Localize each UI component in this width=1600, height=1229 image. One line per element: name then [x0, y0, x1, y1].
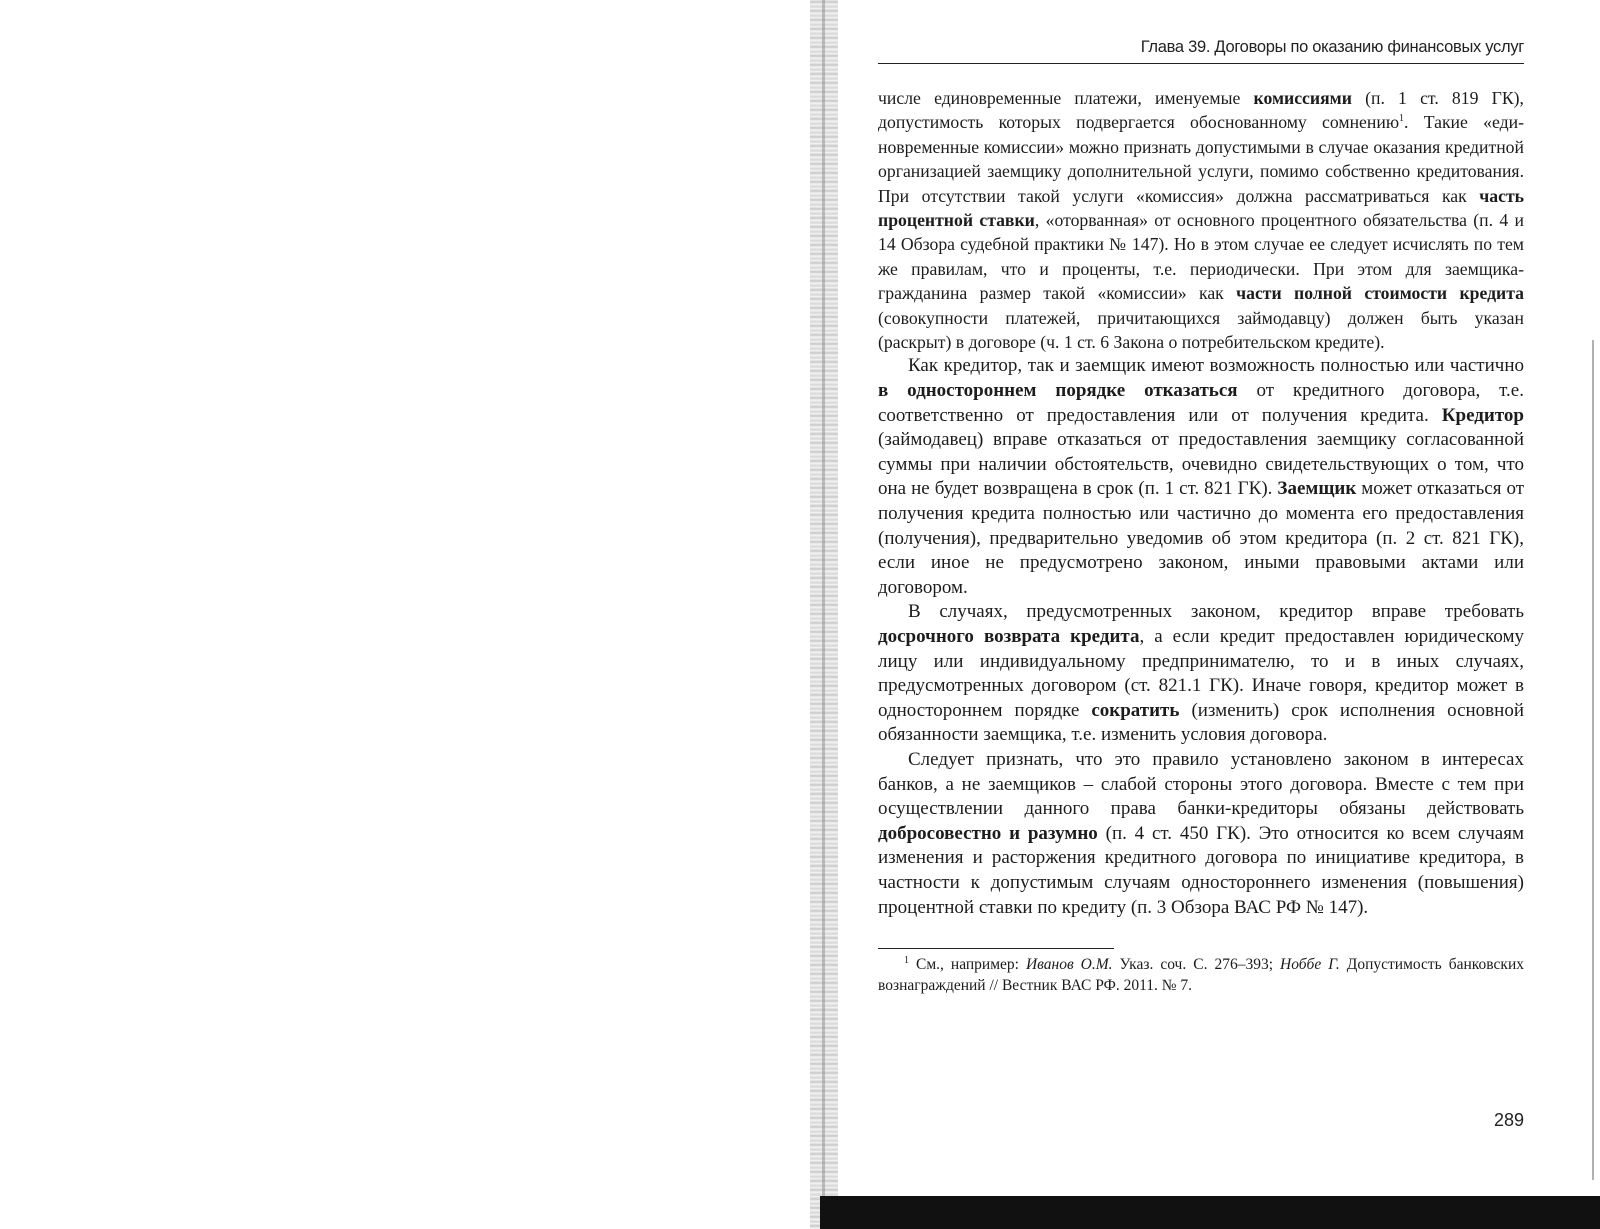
text-run: . Такие «единовременные комиссии» можно признать допустимыми в случае оказания кредитной организацией заемщику дополнительной услуги, помимо собственно кредитования. При отсутствии такой услуги «комиссия» должна рассматриваться как — [878, 112, 1524, 206]
text-run: В случаях, предусмотренных законом, кредитор вправе требовать — [908, 601, 1524, 623]
text-run: , а если кредит предоставлен юридическому лицу или индивидуальному предпринимателю, то и в иных случаях, предусмотренных договором (ст. 821.1 ГК). Иначе говоря, кредитор может в одностороннем порядке — [878, 626, 1524, 721]
bold-term: добросовестно и разумно — [878, 822, 1098, 844]
page-right-edge — [1592, 340, 1594, 1180]
footnote — [878, 954, 1524, 996]
paragraph-1 — [878, 86, 1524, 354]
footnote-marker: 1 — [1399, 113, 1405, 125]
italic-author: Иванов О.М. — [1025, 956, 1113, 974]
body-text — [878, 86, 1524, 920]
text-run: может отказаться от получения кредита полностью или частично до момента его предоставления (получения), предварительно уведомив об этом кредитора (п. 2 ст. 821 ГК), если иное не предусмотрено законом, иными правовыми актами или договором. — [878, 478, 1524, 598]
running-head: Глава 39. Договоры по оказанию финансовых услуг — [878, 38, 1524, 64]
text-run: (п. 4 ст. 450 ГК). Это относится ко всем случаям изменения и расторжения кредитного договора по инициативе кредитора, в частности к допустимым случаям одностороннего изменения (повышения) процентной ставки по кредиту (п. 3 Обзора ВАС РФ № 147). — [878, 822, 1524, 918]
bold-term: досрочного возврата кредита — [878, 626, 1140, 647]
book-spine-edge — [822, 0, 825, 1229]
bold-term: Кредитор — [1441, 404, 1524, 426]
text-run: , «оторванная» от основного процентного обязательства (п. 4 и 14 Обзора судебной практики № 147). Но в этом случае ее следует исчислять по тем же правилам, что и проценты, т.е. периодически. При этом для заемщика-гражданина размер такой «комиссии» как — [878, 210, 1524, 304]
paragraph-2 — [878, 354, 1524, 600]
text-run: (совокупности платежей, причитающихся займодавцу) должен быть указан (раскрыт) в договоре (ч. 1 ст. 6 Закона о потребительском кредите). — [878, 307, 1524, 353]
text-run: Указ. соч. С. 276–393; — [1112, 956, 1281, 974]
text-run: числе единовременные платежи, именуемые — [878, 88, 1254, 108]
text-run: Как кредитор, так и заемщик имеют возможность полностью или частично — [908, 355, 1524, 377]
text-run: Допустимость банковских вознаграждений // Вестник ВАС РФ. 2011. № 7. — [878, 956, 1524, 995]
paragraph-3 — [878, 600, 1524, 748]
footnote-marker: 1 — [904, 954, 909, 966]
bold-term: сократить — [1091, 699, 1180, 721]
bold-term: комиссиями — [1253, 88, 1352, 108]
text-run: (п. 1 ст. 819 ГК), допустимость которых подвергается обоснованному сомнению — [878, 88, 1524, 133]
paragraph-4 — [878, 748, 1524, 920]
bold-term: Заемщик — [1277, 478, 1357, 500]
bold-term: части полной стоимости кредита — [1236, 283, 1524, 304]
text-run: (займодавец) вправе отказаться от предоставления заемщику согласованной суммы при наличии обстоятельств, очевидно свидетельствующих о том, что она не будет возвращена в срок (п. 1 ст. 821 ГК). — [878, 429, 1524, 500]
book-page — [878, 38, 1524, 996]
bold-term: часть процентной ставки — [878, 185, 1524, 231]
footnote-separator — [878, 948, 1114, 949]
text-run: (изменить) срок исполнения основной обязанности заемщика, т.е. изменить условия договора. — [878, 699, 1524, 746]
italic-author: Ноббе Г. — [1280, 956, 1340, 974]
bold-term: в одностороннем порядке отказаться — [878, 380, 1238, 402]
text-run: Следует признать, что это правило установлено законом в интересах банков, а не заемщиков – слабой стороны этого договора. Вместе с тем при осуществлении данного права банки-кредиторы обязаны действовать — [878, 748, 1524, 820]
page-number: 289 — [1493, 1110, 1524, 1130]
text-run: от кредитного договора, т.е. соответственно от предоставления или от получения кредита. — [878, 380, 1524, 426]
text-run: См., например: — [909, 956, 1026, 974]
scan-bottom-border — [820, 1196, 1600, 1229]
